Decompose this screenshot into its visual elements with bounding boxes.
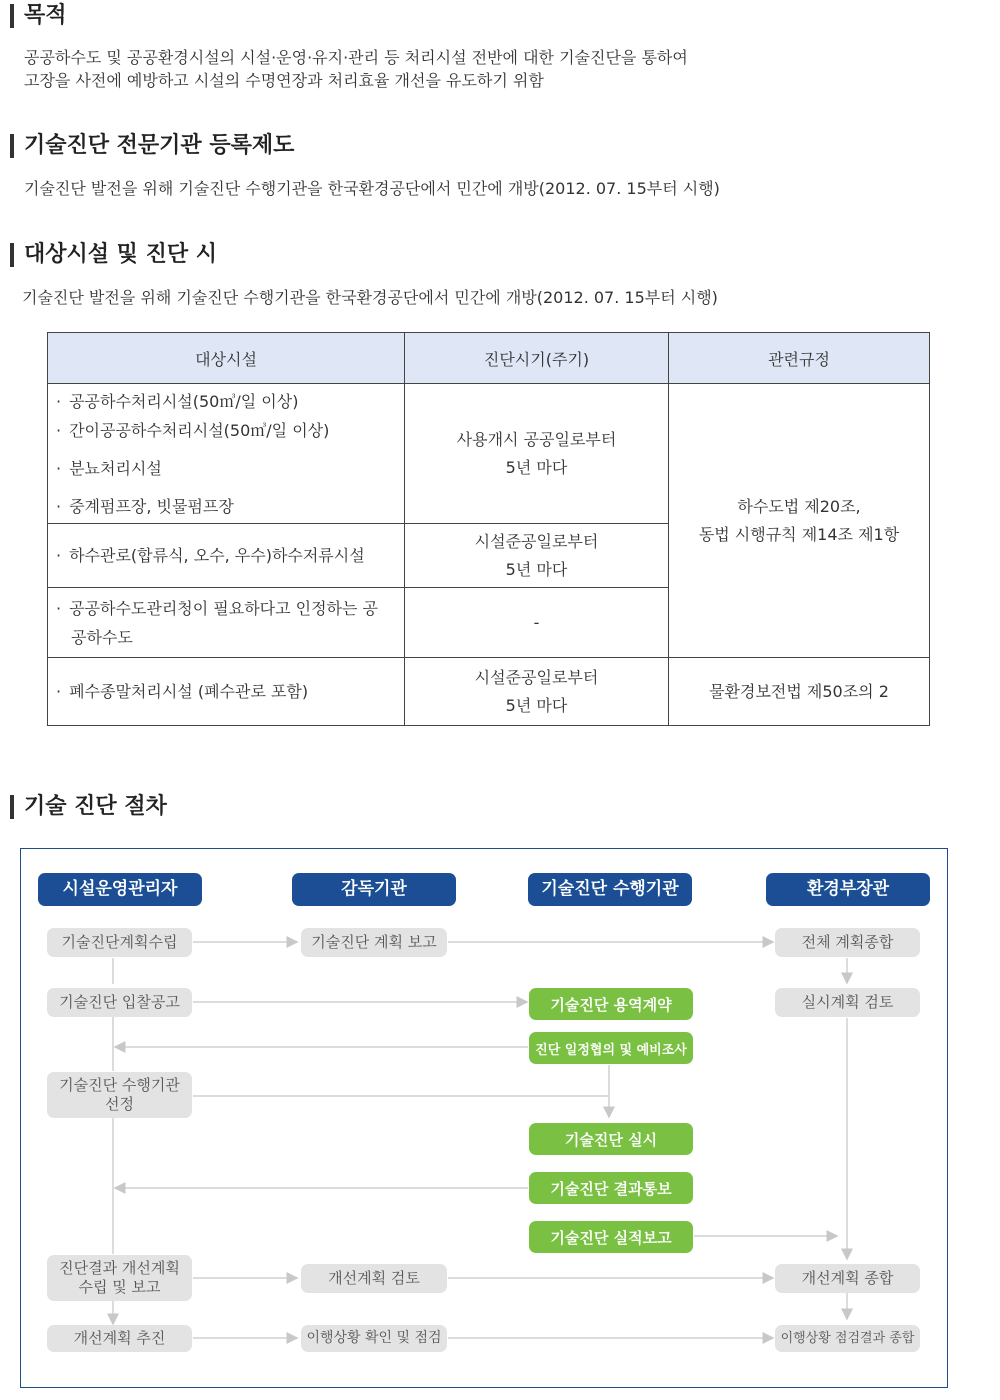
flow-step-schedule: 진단 일정협의 및 예비조사 xyxy=(529,1032,693,1064)
table-row xyxy=(48,658,930,726)
header-period: 진단시기(주기) xyxy=(405,333,669,384)
facility-item: · 간이공공하수처리시설(50㎥/일 이상) xyxy=(56,416,403,445)
flow-header-agency: 기술진단 수행기관 xyxy=(528,873,692,906)
period-line: 시설준공일로부터 xyxy=(474,667,599,687)
flow-step-result-sum: 이행상황 점검결과 종합 xyxy=(775,1325,920,1352)
flow-step-execute: 개선계획 추진 xyxy=(47,1325,192,1352)
flow-step-select: 기술진단 수행기관 선정 xyxy=(47,1072,192,1118)
flow-step-bid: 기술진단 입찰공고 xyxy=(47,988,192,1017)
section-title-registration: 기술진단 전문기관 등록제도 xyxy=(10,134,294,158)
flow-step-plan-report: 기술진단 계획 보고 xyxy=(301,928,447,957)
flow-step-review: 개선계획 검토 xyxy=(301,1264,447,1293)
regulation-cell: 물환경보전법 제50조의 2 xyxy=(669,658,930,726)
purpose-line-2: 고장을 사전에 예방하고 시설의 수명연장과 처리효율 개선을 유도하기 위함 xyxy=(24,71,544,90)
section-title-targets: 대상시설 및 진단 시 xyxy=(10,243,217,267)
table-row xyxy=(48,384,930,524)
regulation-cell xyxy=(669,384,930,658)
facility-item: · 분뇨처리시설 xyxy=(56,454,403,483)
flow-step-inspect: 이행상황 확인 및 점검 xyxy=(301,1325,447,1352)
regulation-line: 동법 시행규칙 제14조 제1항 xyxy=(698,524,900,544)
period-cell xyxy=(405,524,669,588)
section-title-purpose: 목적 xyxy=(10,4,67,28)
flow-header-minister: 환경부장관 xyxy=(766,873,930,906)
period-cell: - xyxy=(405,588,669,658)
facility-item: · 중계펌프장, 빗물펌프장 xyxy=(56,492,403,521)
facility-item: · 공공하수도관리청이 필요하다고 인정하는 공공하수도 xyxy=(56,594,403,652)
flow-step-plan: 기술진단계획수립 xyxy=(47,928,192,957)
flow-step-notify: 기술진단 결과통보 xyxy=(529,1172,693,1204)
registration-text: 기술진단 발전을 위해 기술진단 수행기관을 한국환경공단에서 민간에 개방(2012. 07. 15부터 시행) xyxy=(24,179,720,198)
facility-item: · 공공하수처리시설(50㎥/일 이상) xyxy=(56,387,403,416)
facility-cell xyxy=(48,658,405,726)
purpose-line-1: 공공하수도 및 공공환경시설의 시설·운영·유지·관리 등 처리시설 전반에 대한 기술진단을 통하여 xyxy=(24,48,688,67)
period-line: 시설준공일로부터 xyxy=(474,531,599,551)
flow-step-performance: 기술진단 실적보고 xyxy=(529,1221,693,1253)
header-facility: 대상시설 xyxy=(48,333,405,384)
flow-header-supervisor: 감독기관 xyxy=(292,873,456,906)
period-line: 5년 마다 xyxy=(505,695,568,715)
period-line: 사용개시 공공일로부터 xyxy=(456,429,617,449)
target-facility-table xyxy=(47,332,930,726)
facility-item: · 폐수종말처리시설 (폐수관로 포함) xyxy=(56,677,403,706)
table-header-row xyxy=(48,333,930,384)
period-line: 5년 마다 xyxy=(505,457,568,477)
period-cell xyxy=(405,658,669,726)
flow-step-improve-sum: 개선계획 종합 xyxy=(775,1264,920,1293)
section-title-procedure: 기술 진단 절차 xyxy=(10,795,167,819)
flow-step-report: 진단결과 개선계획 수립 및 보고 xyxy=(47,1255,192,1301)
procedure-flowchart xyxy=(20,848,948,1388)
facility-item: · 하수관로(합류식, 오수, 우수)하수저류시설 xyxy=(56,541,403,570)
header-regulation: 관련규정 xyxy=(669,333,930,384)
flow-step-overall: 전체 계획종합 xyxy=(775,928,920,957)
regulation-line: 하수도법 제20조, xyxy=(737,496,861,516)
flow-step-plan-review: 실시계획 검토 xyxy=(775,988,920,1017)
period-line: 5년 마다 xyxy=(505,559,568,579)
flow-header-operator: 시설운영관리자 xyxy=(38,873,202,906)
facility-cell xyxy=(48,384,405,524)
period-cell xyxy=(405,384,669,524)
flow-step-diagnose: 기술진단 실시 xyxy=(529,1123,693,1155)
facility-cell xyxy=(48,588,405,658)
facility-cell xyxy=(48,524,405,588)
purpose-text xyxy=(24,46,688,92)
flow-step-contract: 기술진단 용역계약 xyxy=(529,988,693,1020)
targets-text: 기술진단 발전을 위해 기술진단 수행기관을 한국환경공단에서 민간에 개방(2012. 07. 15부터 시행) xyxy=(22,288,718,307)
